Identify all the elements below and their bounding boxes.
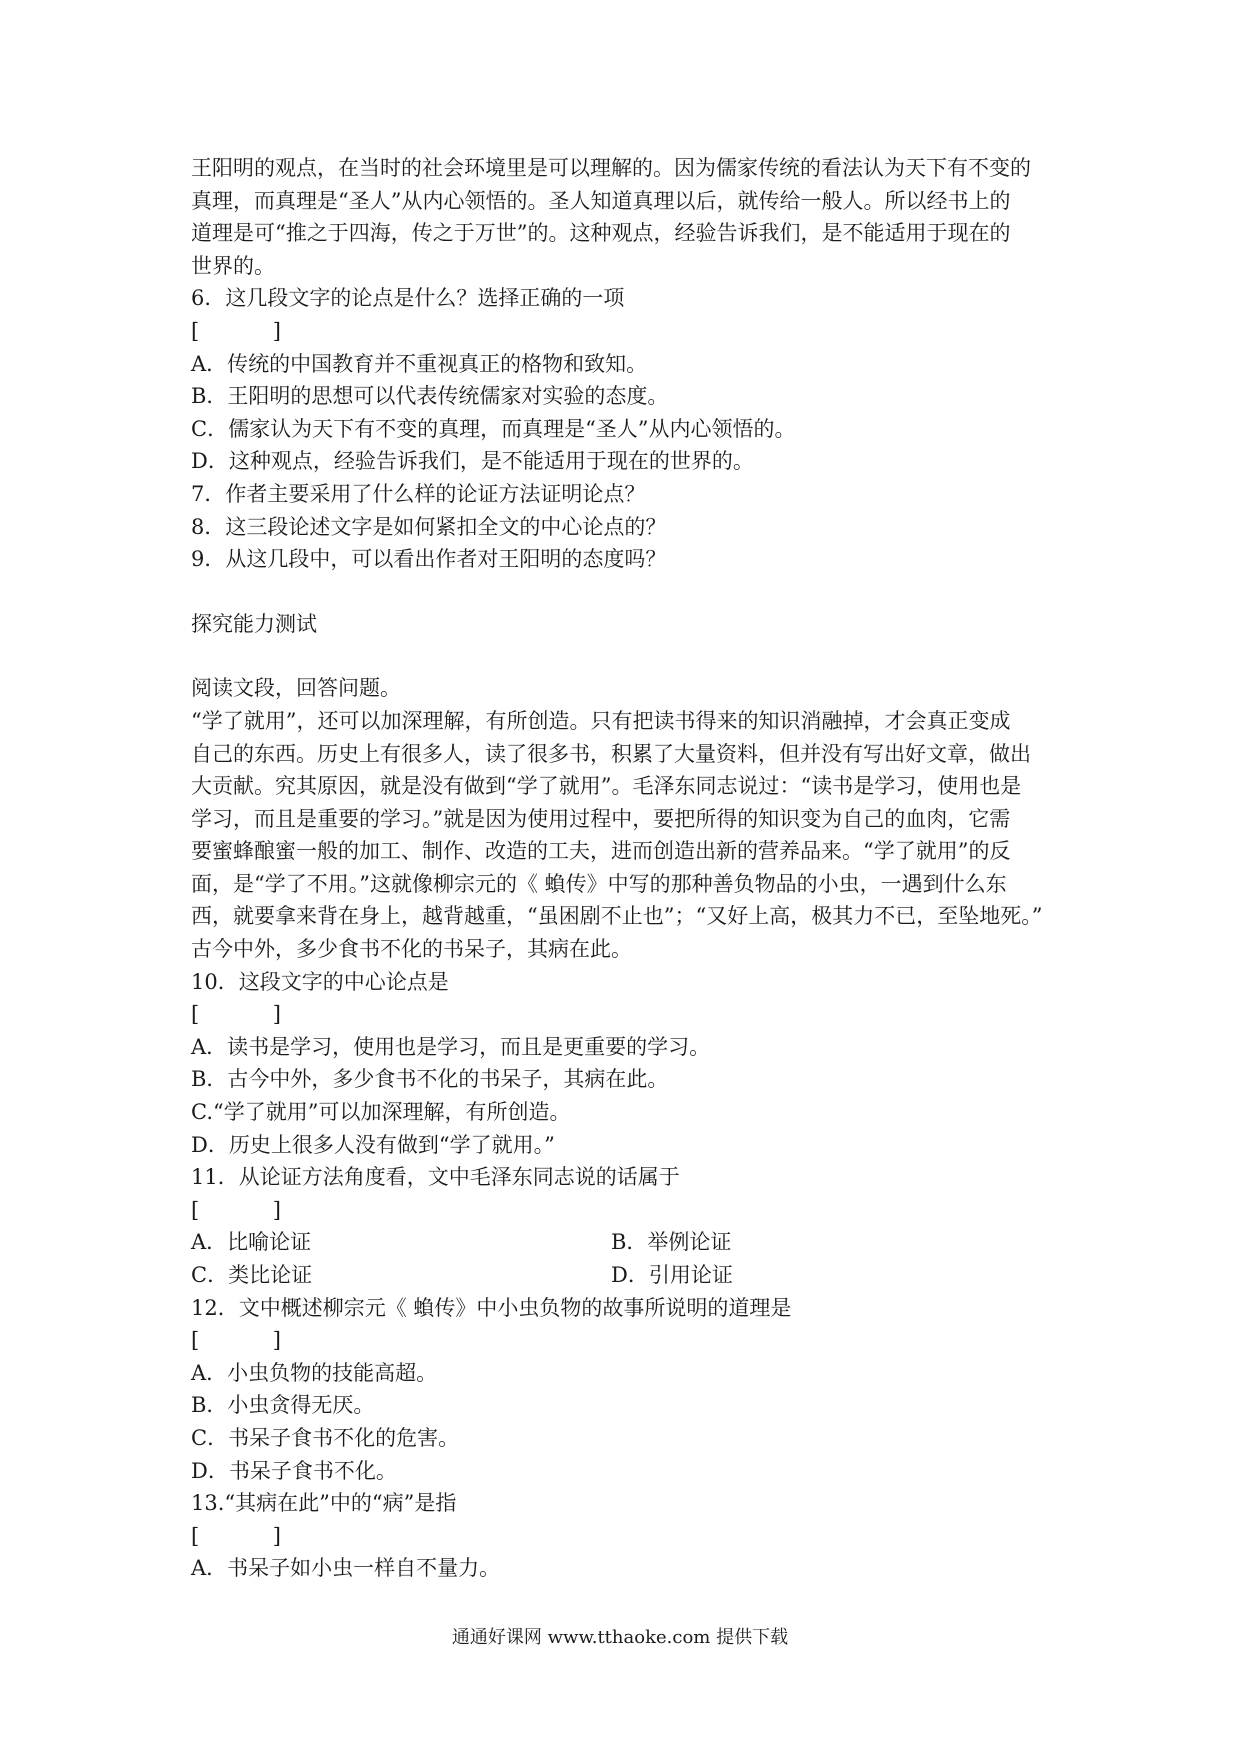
question-stem: 10．这段文字的中心论点是: [191, 969, 449, 994]
option: A．传统的中国教育并不重视真正的格物和致知。: [191, 351, 648, 376]
option: C.“学了就用”可以加深理解，有所创造。: [191, 1100, 571, 1125]
question-9: 9．从这几段中，可以看出作者对王阳明的态度吗？: [191, 547, 667, 572]
bracket-left: [: [191, 1197, 200, 1222]
bracket-right: ]: [272, 318, 281, 343]
option: A．比喻论证: [191, 1230, 312, 1255]
option: B．举例论证: [611, 1230, 732, 1255]
document-page: [191, 152, 1071, 1585]
option: C．书呆子食书不化的危害。: [191, 1425, 460, 1450]
answer-bracket: [191, 1324, 1071, 1357]
option: B．小虫贪得无厌。: [191, 1393, 375, 1418]
passage-2: [191, 705, 1071, 966]
question-10: [191, 966, 1071, 1162]
option: D．引用论证: [611, 1263, 733, 1287]
bracket-right: ]: [272, 1197, 281, 1222]
bracket-right: ]: [272, 1523, 281, 1548]
bracket-right: ]: [272, 1328, 281, 1353]
option: A．小虫负物的技能高超。: [191, 1360, 438, 1385]
question-stem: 11．从论证方法角度看，文中毛泽东同志说的话属于: [191, 1165, 680, 1190]
option: B．王阳明的思想可以代表传统儒家对实验的态度。: [191, 384, 669, 409]
passage-1: [191, 152, 1071, 282]
paragraph-line: 世界的。: [191, 253, 275, 278]
paragraph-line: 要蜜蜂酿蜜一般的加工、制作、改造的工夫，进而创造出新的营养品来。“学了就用”的反: [191, 839, 1011, 864]
question-8: 8．这三段论述文字是如何紧扣全文的中心论点的？: [191, 514, 667, 539]
paragraph-line: 道理是可“推之于四海，传之于万世”的。这种观点，经验告诉我们，是不能适用于现在的: [191, 221, 1011, 246]
paragraph-line: “学了就用”，还可以加深理解，有所创造。只有把读书得来的知识消融掉，才会真正变成: [191, 708, 1011, 733]
question-stem: 6．这几段文字的论点是什么？选择正确的一项: [191, 286, 625, 311]
section-title: 探究能力测试: [191, 611, 317, 636]
option: A．读书是学习，使用也是学习，而且是更重要的学习。: [191, 1034, 711, 1059]
paragraph-line: 大贡献。究其原因，就是没有做到“学了就用”。毛泽东同志说过：“读书是学习，使用也是: [191, 774, 1022, 799]
paragraph-line: 古今中外，多少食书不化的书呆子，其病在此。: [191, 937, 632, 962]
bracket-right: ]: [272, 1002, 281, 1027]
paragraph-line: 自己的东西。历史上有很多人，读了很多书，积累了大量资料，但并没有写出好文章，做出: [191, 741, 1031, 766]
answer-bracket: [191, 1194, 1071, 1227]
question-stem: 13.“其病在此”中的“病”是指: [191, 1491, 457, 1516]
paragraph-line: 真理，而真理是“圣人”从内心领悟的。圣人知道真理以后，就传给一般人。所以经书上的: [191, 188, 1011, 213]
question-7: 7．作者主要采用了什么样的论证方法证明论点？: [191, 481, 646, 506]
question-stem: 12．文中概述柳宗元《 蝜传》中小虫负物的故事所说明的道理是: [191, 1295, 792, 1320]
question-6: [191, 282, 1071, 478]
answer-bracket: [191, 998, 1071, 1031]
question-13: [191, 1487, 1071, 1585]
answer-bracket: [191, 315, 1071, 348]
question-12: [191, 1292, 1071, 1488]
option: C．儒家认为天下有不变的真理，而真理是“圣人”从内心领悟的。: [191, 416, 796, 441]
bracket-left: [: [191, 1328, 200, 1353]
option-row: [191, 1226, 1071, 1259]
paragraph-line: 王阳明的观点，在当时的社会环境里是可以理解的。因为儒家传统的看法认为天下有不变的: [191, 156, 1031, 180]
page-footer: 通通好课网 www.tthaoke.com 提供下载: [451, 1627, 789, 1648]
question-11: [191, 1161, 1071, 1291]
bracket-left: [: [191, 1002, 200, 1027]
paragraph-line: 西，就要拿来背在身上，越背越重，“虽困剧不止也”；“又好上高，极其力不已，至坠地死。”: [191, 904, 1043, 929]
answer-bracket: [191, 1520, 1071, 1553]
option: B．古今中外，多少食书不化的书呆子，其病在此。: [191, 1067, 669, 1092]
option-row: [191, 1259, 1071, 1292]
option: D．这种观点，经验告诉我们，是不能适用于现在的世界的。: [191, 449, 754, 474]
option: C．类比论证: [191, 1263, 313, 1287]
instruction: 阅读文段，回答问题。: [191, 676, 401, 701]
option: D．书呆子食书不化。: [191, 1458, 397, 1483]
option: D．历史上很多人没有做到“学了就用。”: [191, 1132, 555, 1157]
bracket-left: [: [191, 1523, 200, 1548]
paragraph-line: 学习，而且是重要的学习。”就是因为使用过程中，要把所得的知识变为自己的血肉，它需: [191, 806, 1011, 831]
option: A．书呆子如小虫一样自不量力。: [191, 1556, 501, 1581]
paragraph-line: 面，是“学了不用。”这就像柳宗元的《 蝜传》中写的那种善负物品的小虫，一遇到什么东: [191, 871, 1007, 896]
bracket-left: [: [191, 318, 200, 343]
